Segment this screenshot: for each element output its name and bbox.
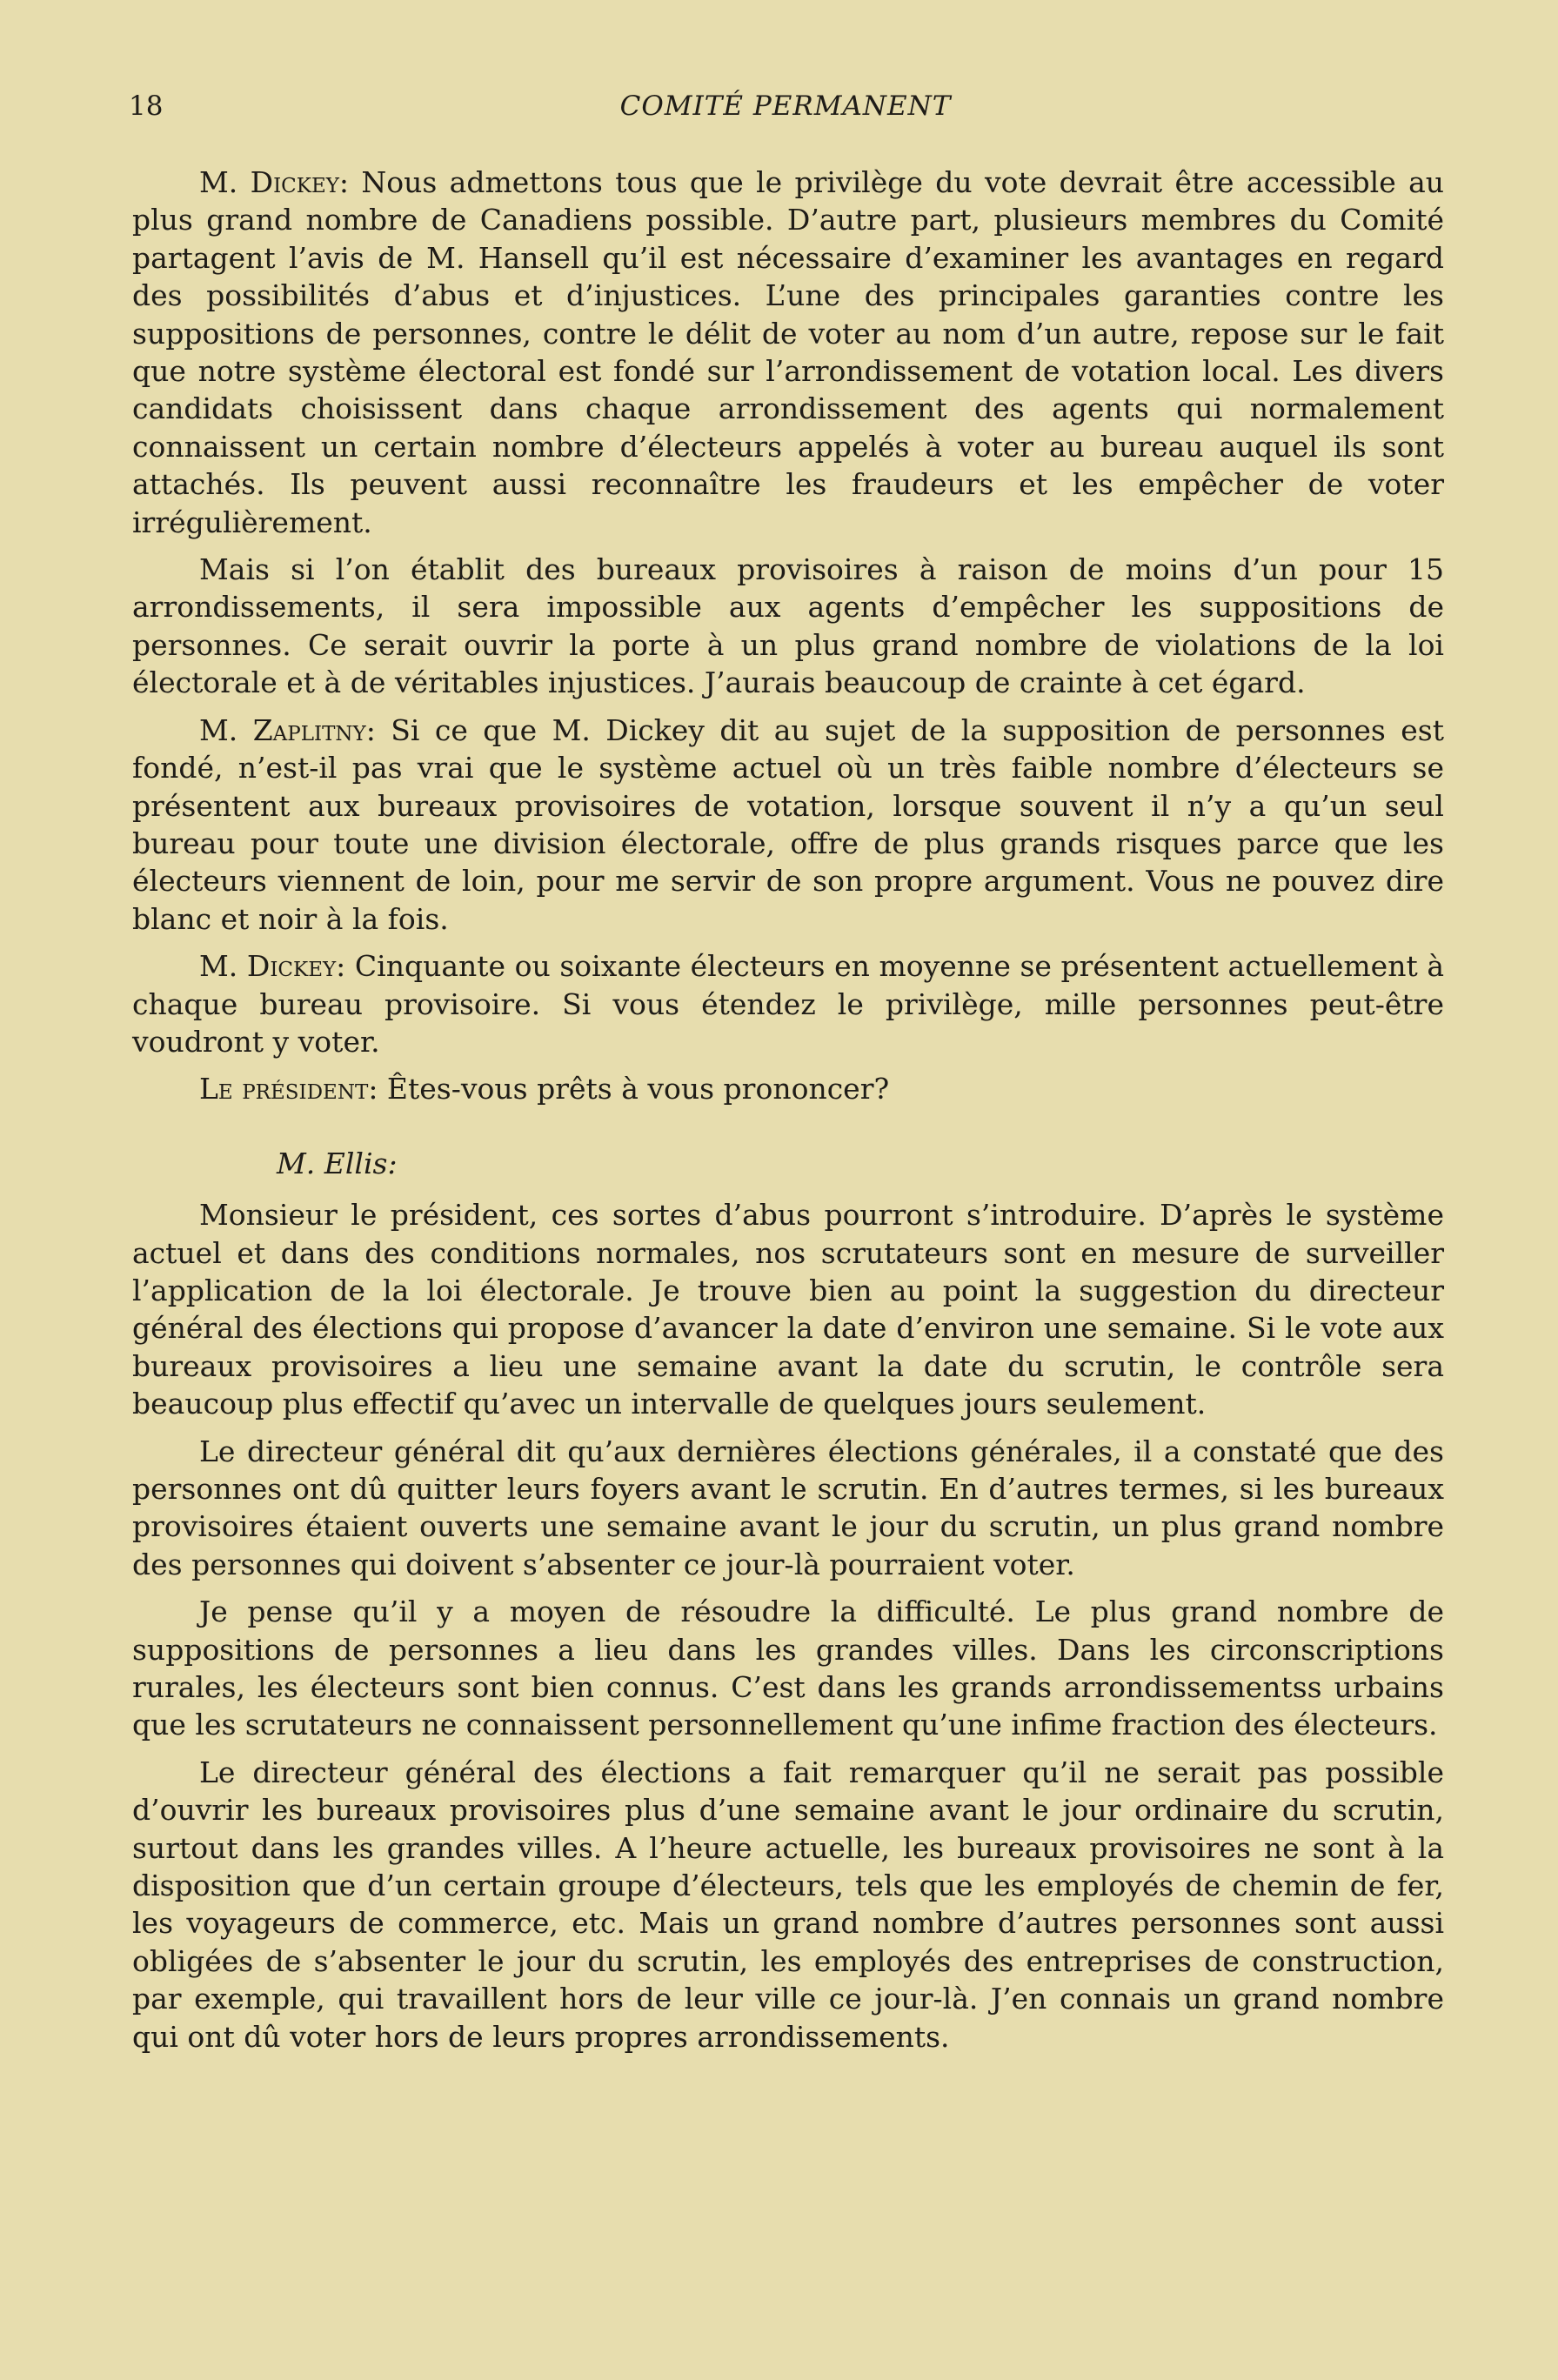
- running-head: COMITÉ PERMANENT: [619, 90, 952, 122]
- speaker-name: Le président:: [199, 1072, 378, 1106]
- body-text: [132, 164, 1444, 2065]
- speaker-name: M. Dickey:: [199, 949, 346, 984]
- paragraph: [132, 1070, 1444, 1107]
- paragraph: Je pense qu’il y a moyen de résoudre la difficulté. Le plus grand nombre de suppositions de personnes a lieu dans les grandes villes. Dans les circonscriptions rurales, les électeurs sont bien connus. C’est dans les grands arrondissementss urbains que les scrutateurs ne connaissent personnellement qu’une infime fraction des électeurs.: [132, 1594, 1444, 1742]
- paragraph-text: Si ce que M. Dickey dit au sujet de la supposition de personnes est fondé, n’est-il pas vrai que le système actuel où un très faible nombre d’électeurs se présentent aux bureaux provisoires de votation, lorsque souvent il n’y a qu’un seul bureau pour toute une division électorale, offre de plus grands risques parce que les électeurs viennent de loin, pour me servir de son propre argument. Vous ne pouvez dire blanc et noir à la fois.: [132, 712, 1444, 936]
- paragraph: [132, 712, 1444, 938]
- paragraph: [132, 551, 1444, 702]
- paragraph: Monsieur le président, ces sortes d’abus pourront s’introduire. D’après le système actuel et dans des conditions normales, nos scrutateurs sont en mesure de surveiller l’application de la loi électorale. Je trouve bien au point la suggestion du directeur général des élections qui propose d’avancer la date d’environ une semaine. Si le vote aux bureaux provisoires a lieu une semaine avant la date du scrutin, le contrôle sera beaucoup plus effectif qu’avec un intervalle de quelques jours seulement.: [132, 1198, 1444, 1421]
- paragraph: [132, 164, 1444, 541]
- paragraph: [132, 947, 1444, 1060]
- paragraph: Le directeur général dit qu’aux dernières élections générales, il a constaté que des personnes ont dû quitter leurs foyers avant le scrutin. En d’autres termes, si les bureaux provisoires étaient ouverts une semaine avant le jour du scrutin, un plus grand nombre des personnes qui doivent s’absenter ce jour-là pourraient voter.: [132, 1434, 1444, 1581]
- page-number: 18: [129, 90, 164, 122]
- page-header: [129, 90, 1442, 125]
- section-speaker: M. Ellis:: [277, 1146, 398, 1180]
- speaker-name: M. Zaplitny:: [199, 712, 376, 747]
- paragraph: Le directeur général des élections a fait remarquer qu’il ne serait pas possible d’ouvrir les bureaux provisoires plus d’une semaine avant le jour ordinaire du scrutin, surtout dans les grandes villes. A l’heure actuelle, les bureaux provisoires ne sont à la disposition que d’un certain groupe d’électeurs, tels que les employés de chemin de fer, les voyageurs de commerce, etc. Mais un grand nombre d’autres personnes sont aussi obligées de s’absenter le jour du scrutin, les employés des entreprises de construction, par exemple, qui travaillent hors de leur ville ce jour-là. J’en connais un grand nombre qui ont dû voter hors de leurs propres arrondissements.: [132, 1755, 1444, 2054]
- paragraph-text: Mais si l’on établit des bureaux provisoires à raison de moins d’un pour 15 arrondissements, il sera impossible aux agents d’empêcher les suppositions de personnes. Ce serait ouvrir la porte à un plus grand nombre de violations de la loi électorale et à de véritables injustices. J’aurais beaucoup de crainte à cet égard.: [132, 552, 1444, 700]
- paragraph-text: Nous admettons tous que le privilège du vote devrait être accessible au plus grand nombre de Canadiens possible. D’autre part, plusieurs membres du Comité partagent l’avis de M. Hansell qu’il est nécessaire d’examiner les avantages en regard des possibilités d’abus et d’injustices. L’une des principales garanties contre les suppositions de personnes, contre le délit de voter au nom d’un autre, repose sur le fait que notre système électoral est fondé sur l’arrondissement de votation local. Les divers candidats choisissent dans chaque arrondissement des agents qui normalement connaissent un certain nombre d’électeurs appelés à voter au bureau auquel ils sont attachés. Ils peuvent aussi reconnaître les fraudeurs et les empêcher de voter irrégulièrement.: [132, 165, 1444, 539]
- speaker-name: M. Dickey:: [199, 165, 350, 199]
- paragraph-text: Cinquante ou soixante électeurs en moyenne se présentent actuellement à chaque bureau provisoire. Si vous étendez le privilège, mille personnes peut-être voudront y voter.: [132, 949, 1444, 1059]
- paragraph-text: Êtes-vous prêts à vous prononcer?: [378, 1072, 890, 1106]
